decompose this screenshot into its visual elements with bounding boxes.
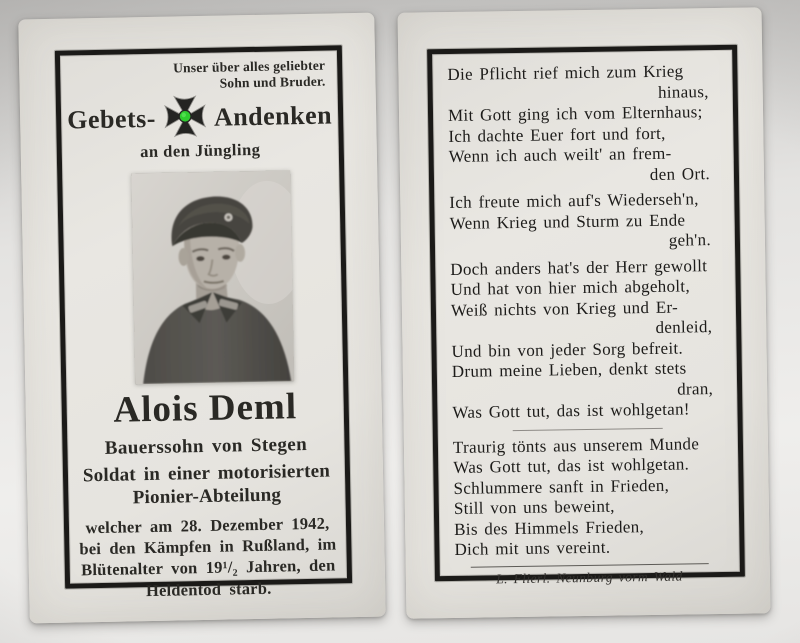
obituary-line: bei den Kämpfen in Rußland, im xyxy=(79,534,337,559)
military-role xyxy=(68,460,346,511)
back-printed-frame xyxy=(427,45,745,586)
poem-line: Und bin von jeder Sorg befreit. xyxy=(451,338,684,361)
memorial-poem xyxy=(432,50,740,590)
stanza-divider xyxy=(512,427,662,430)
poem-line: Wenn ich auch weilt' an frem- den Ort. xyxy=(448,143,711,184)
printer-credit: L. Flierl. Neunburg vorm Wald xyxy=(496,568,683,586)
poem-line: Dich mit uns vereint. xyxy=(454,537,611,559)
memorial-card-back xyxy=(398,7,771,618)
poem-line: Wenn Krieg und Sturm zu Ende geh'n. xyxy=(449,209,712,250)
poem-line: Ich dachte Euer fort und fort, xyxy=(448,123,666,146)
poem-line: Ich freute mich auf's Wiederseh'n, xyxy=(449,189,699,212)
poem-line: Traurig tönts aus unserem Munde xyxy=(452,433,700,457)
role-line-1: Soldat in einer motorisierten xyxy=(82,460,331,487)
poem-line: Mit Gott ging ich vom Elternhaus; xyxy=(447,102,703,125)
poem-line: Schlummere sanft in Frieden, xyxy=(453,475,670,498)
soldier-portrait-photo xyxy=(131,170,294,384)
lineage-line: Bauerssohn von Stegen xyxy=(104,433,308,459)
poem-part-1 xyxy=(447,61,721,423)
role-line-2: Pionier-Abteilung xyxy=(132,484,282,509)
iron-cross-icon xyxy=(162,94,207,139)
poem-line: Weiß nichts von Krieg und Er- denleid, xyxy=(450,297,713,337)
poem-part-2 xyxy=(453,433,724,560)
poem-line: Die Pflicht rief mich zum Krieg hinaus, xyxy=(447,61,709,102)
dedication-line-1: Unser über alles geliebter xyxy=(172,57,326,76)
obituary-line: Heldentod starb. xyxy=(145,578,272,600)
dedication-text xyxy=(60,58,326,96)
poem-line: Was Gott tut, das ist wohlgetan! xyxy=(452,399,690,422)
poem-line: Und hat von hier mich abgeholt, xyxy=(450,276,691,299)
obituary-line: welcher am 28. Dezember 1942, xyxy=(85,513,330,537)
poem-line: Bis des Himmels Frieden, xyxy=(454,516,645,539)
deceased-name: Alois Deml xyxy=(113,386,298,431)
card-title xyxy=(61,95,339,140)
obituary-text xyxy=(69,512,348,603)
dedication-line-2: Sohn und Bruder. xyxy=(219,74,326,92)
title-word-gebets: Gebets- xyxy=(66,103,157,135)
poem-line: Doch anders hat's der Herr gewollt xyxy=(450,255,708,279)
poem-line: Still von uns beweint, xyxy=(453,496,615,518)
title-word-andenken: Andenken xyxy=(213,100,333,132)
poem-line: Drum meine Lieben, denkt stets dran, xyxy=(451,358,714,399)
card-subtitle: an den Jüngling xyxy=(139,139,261,162)
front-printed-frame xyxy=(55,45,352,600)
poem-line: Was Gott tut, das ist wohlgetan. xyxy=(453,454,690,477)
obituary-line: Blütenalter von 19¹/₂ Jahren, den xyxy=(81,555,336,580)
memorial-card-front xyxy=(18,13,386,624)
